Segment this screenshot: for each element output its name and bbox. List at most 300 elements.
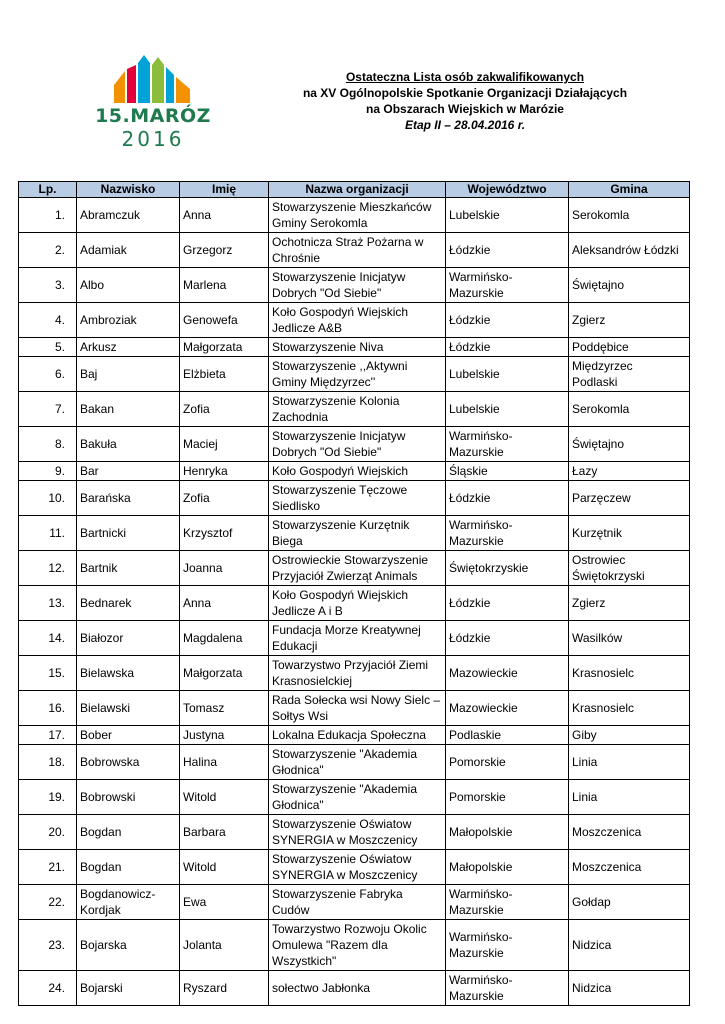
cell-nazwisko (77, 551, 180, 586)
cell-organizacja-line: Stowarzyszenie Oświatow (272, 817, 412, 831)
cell-lp (19, 850, 77, 885)
cell-organizacja-line: Koło Gospodyń Wiejskich (272, 588, 409, 602)
cell-gmina-line: Podlaski (572, 375, 618, 389)
cell-gmina (569, 427, 690, 462)
cell-gmina (569, 726, 690, 745)
cell-gmina-line: Poddębice (572, 340, 629, 354)
table-row (19, 268, 690, 303)
cell-imie-line: Marlena (183, 278, 227, 292)
cell-organizacja-line: Gminy Międzyrzec'' (272, 375, 376, 389)
cell-organizacja (269, 392, 446, 427)
table-row (19, 726, 690, 745)
cell-lp-line: 14. (48, 631, 65, 645)
cell-gmina-line: Kurzętnik (572, 526, 623, 540)
cell-organizacja-line: Biega (272, 534, 303, 548)
cell-wojewodztwo-line: Łódzkie (449, 491, 491, 505)
cell-lp-line: 16. (48, 701, 65, 715)
cell-gmina (569, 621, 690, 656)
cell-lp-line: 17. (48, 728, 65, 742)
cell-gmina-line: Nidzica (572, 938, 612, 952)
cell-imie (180, 516, 269, 551)
cell-nazwisko-line: Bakuła (80, 437, 117, 451)
column-header-organizacja: Nazwa organizacji (269, 182, 446, 198)
cell-gmina-line: Świętajno (572, 437, 625, 451)
cell-imie-line: Małgorzata (183, 666, 243, 680)
cell-organizacja-line: SYNERGIA w Moszczenicy (272, 833, 418, 847)
cell-lp-line: 9. (54, 464, 65, 478)
cell-nazwisko-line: Bogdan (80, 860, 122, 874)
title-line-1: Ostateczna Lista osób zakwalifikowanych (345, 70, 585, 84)
cell-organizacja-line: Stowarzyszenie Inicjatyw (272, 270, 406, 284)
cell-imie (180, 621, 269, 656)
cell-organizacja-line: Głodnica" (272, 763, 324, 777)
cell-gmina (569, 551, 690, 586)
cell-nazwisko (77, 971, 180, 1006)
cell-gmina-line: Serokomla (572, 208, 630, 222)
cell-organizacja-line: Edukacji (272, 639, 318, 653)
cell-organizacja (269, 920, 446, 971)
cell-organizacja-line: Gminy Serokomla (272, 216, 368, 230)
cell-imie-line: Witold (183, 860, 217, 874)
cell-lp (19, 691, 77, 726)
title-line-3: na Obszarach Wiejskich w Marózie (366, 102, 564, 116)
cell-organizacja-line: SYNERGIA w Moszczenicy (272, 868, 418, 882)
table-row (19, 198, 690, 233)
cell-imie-line: Barbara (183, 825, 226, 839)
cell-wojewodztwo-line: Mazurskie (449, 946, 504, 960)
cell-nazwisko-line: Bar (80, 464, 99, 478)
cell-wojewodztwo (446, 551, 569, 586)
logo-graphic-icon (114, 55, 192, 105)
cell-lp-line: 24. (48, 981, 65, 995)
table-row (19, 656, 690, 691)
cell-lp-line: 11. (49, 526, 65, 540)
cell-gmina (569, 780, 690, 815)
cell-imie (180, 726, 269, 745)
cell-organizacja-line: Dobrych "Od Siebie" (272, 286, 382, 300)
cell-imie (180, 392, 269, 427)
cell-organizacja-line: Lokalna Edukacja Społeczna (272, 728, 427, 742)
cell-gmina-line: Międzyrzec (572, 359, 633, 373)
cell-organizacja-line: Ostrowieckie Stowarzyszenie (272, 553, 429, 567)
cell-gmina-line: Gołdap (572, 895, 611, 909)
cell-organizacja-line: Towarzystwo Rozwoju Okolic (272, 922, 427, 936)
cell-lp (19, 516, 77, 551)
cell-organizacja-line: Koło Gospodyń Wiejskich (272, 305, 409, 319)
cell-lp-line: 21. (48, 860, 65, 874)
participants-table (18, 181, 690, 1006)
cell-wojewodztwo-line: Mazurskie (449, 445, 504, 459)
cell-organizacja-line: Stowarzyszenie Inicjatyw (272, 429, 406, 443)
cell-imie-line: Ewa (183, 895, 207, 909)
cell-organizacja (269, 303, 446, 338)
table-row (19, 971, 690, 1006)
cell-gmina-line: Serokomla (572, 402, 630, 416)
cell-nazwisko-line: Bogdanowicz- Kordjak (80, 887, 156, 917)
cell-imie (180, 338, 269, 357)
cell-gmina-line: Świętokrzyski (572, 569, 645, 583)
cell-imie (180, 357, 269, 392)
cell-wojewodztwo-line: Mazurskie (449, 989, 504, 1003)
cell-nazwisko-line: Bobrowski (80, 790, 136, 804)
cell-organizacja-line: Omulewa "Razem dla (272, 938, 388, 952)
cell-nazwisko (77, 850, 180, 885)
cell-organizacja (269, 586, 446, 621)
cell-gmina (569, 586, 690, 621)
cell-organizacja-line: Stowarzyszenie Mieszkańców (272, 200, 432, 214)
column-header-nazwisko: Nazwisko (77, 182, 180, 198)
cell-nazwisko (77, 481, 180, 516)
cell-nazwisko-line: Bobrowska (80, 755, 140, 769)
cell-organizacja-line: Cudów (272, 903, 310, 917)
cell-wojewodztwo-line: Śląskie (449, 464, 488, 478)
cell-organizacja (269, 268, 446, 303)
cell-organizacja-line: Dobrych "Od Siebie" (272, 445, 382, 459)
cell-organizacja (269, 621, 446, 656)
cell-wojewodztwo (446, 780, 569, 815)
cell-wojewodztwo-line: Małopolskie (449, 860, 513, 874)
cell-gmina-line: Nidzica (572, 981, 612, 995)
cell-gmina (569, 656, 690, 691)
cell-organizacja (269, 656, 446, 691)
table-row (19, 586, 690, 621)
cell-gmina (569, 233, 690, 268)
cell-wojewodztwo-line: Warmińsko- (449, 518, 513, 532)
cell-imie (180, 691, 269, 726)
cell-gmina-line: Aleksandrów Łódzki (572, 243, 679, 257)
cell-nazwisko-line: Bober (80, 728, 113, 742)
cell-wojewodztwo (446, 462, 569, 481)
cell-wojewodztwo-line: Warmińsko- (449, 887, 513, 901)
event-logo (92, 55, 214, 155)
cell-nazwisko-line: Abramczuk (80, 208, 141, 222)
cell-gmina-line: Krasnosielc (572, 701, 635, 715)
cell-organizacja (269, 481, 446, 516)
cell-gmina-line: Zgierz (572, 596, 606, 610)
table-row (19, 303, 690, 338)
cell-nazwisko (77, 198, 180, 233)
cell-nazwisko (77, 885, 180, 920)
cell-wojewodztwo (446, 691, 569, 726)
cell-nazwisko-line: Albo (80, 278, 105, 292)
cell-imie-line: Ryszard (183, 981, 228, 995)
cell-lp-line: 12. (48, 561, 65, 575)
cell-organizacja-line: Jedlicze A i B (272, 604, 343, 618)
cell-lp (19, 656, 77, 691)
cell-wojewodztwo (446, 920, 569, 971)
cell-organizacja-line: Stowarzyszenie "Akademia (272, 747, 417, 761)
cell-wojewodztwo-line: Lubelskie (449, 367, 500, 381)
cell-lp (19, 338, 77, 357)
cell-gmina (569, 462, 690, 481)
cell-imie-line: Maciej (183, 437, 218, 451)
cell-wojewodztwo (446, 815, 569, 850)
cell-imie-line: Genowefa (183, 313, 238, 327)
table-row (19, 338, 690, 357)
cell-lp-line: 3. (54, 278, 65, 292)
cell-imie-line: Witold (183, 790, 217, 804)
cell-gmina (569, 745, 690, 780)
cell-nazwisko-line: Bojarski (80, 981, 123, 995)
cell-organizacja (269, 551, 446, 586)
cell-nazwisko-line: Bielawski (80, 701, 131, 715)
cell-gmina (569, 920, 690, 971)
cell-imie (180, 780, 269, 815)
cell-lp (19, 462, 77, 481)
cell-imie-line: Małgorzata (183, 340, 243, 354)
cell-organizacja-line: Jedlicze A&B (272, 321, 343, 335)
cell-organizacja-line: Stowarzyszenie "Akademia (272, 782, 417, 796)
cell-organizacja-line: Krasnosielckiej (272, 674, 353, 688)
cell-organizacja-line: Wszystkich" (272, 954, 337, 968)
cell-organizacja-line: Stowarzyszenie Kolonia (272, 394, 400, 408)
cell-organizacja-line: Stowarzyszenie Oświatow (272, 852, 412, 866)
cell-imie-line: Anna (183, 208, 212, 222)
cell-organizacja-line: Fundacja Morze Kreatywnej (272, 623, 421, 637)
cell-wojewodztwo-line: Podlaskie (449, 728, 502, 742)
cell-imie-line: Anna (183, 596, 212, 610)
cell-lp (19, 268, 77, 303)
table-row (19, 691, 690, 726)
table-header-row (19, 182, 690, 198)
cell-lp (19, 885, 77, 920)
table-row (19, 621, 690, 656)
cell-imie (180, 586, 269, 621)
cell-organizacja-line: Zachodnia (272, 410, 329, 424)
cell-lp (19, 780, 77, 815)
table-row (19, 745, 690, 780)
table-row (19, 392, 690, 427)
column-header-lp: Lp. (19, 182, 77, 198)
cell-gmina-line: Giby (572, 728, 597, 742)
cell-imie-line: Zofia (183, 491, 210, 505)
cell-gmina (569, 198, 690, 233)
cell-wojewodztwo (446, 303, 569, 338)
cell-lp-line: 19. (48, 790, 65, 804)
cell-imie (180, 198, 269, 233)
cell-imie (180, 971, 269, 1006)
cell-gmina (569, 338, 690, 357)
table-row (19, 427, 690, 462)
cell-gmina (569, 850, 690, 885)
cell-imie-line: Justyna (183, 728, 225, 742)
cell-imie-line: Elżbieta (183, 367, 226, 381)
cell-lp (19, 621, 77, 656)
cell-lp (19, 481, 77, 516)
cell-imie (180, 268, 269, 303)
cell-nazwisko-line: Barańska (80, 491, 131, 505)
cell-organizacja-line: Ochotnicza Straż Pożarna w (272, 235, 424, 249)
cell-gmina-line: Linia (572, 755, 598, 769)
cell-organizacja-line: Towarzystwo Przyjaciół Ziemi (272, 658, 429, 672)
cell-imie-line: Krzysztof (183, 526, 233, 540)
cell-lp-line: 7. (54, 402, 65, 416)
cell-wojewodztwo (446, 745, 569, 780)
cell-nazwisko (77, 392, 180, 427)
cell-imie-line: Joanna (183, 561, 223, 575)
cell-imie (180, 233, 269, 268)
logo-date-text: 15.MARÓZ (95, 105, 211, 127)
cell-imie-line: Magdalena (183, 631, 243, 645)
cell-lp-line: 8. (54, 437, 65, 451)
cell-nazwisko (77, 815, 180, 850)
cell-wojewodztwo (446, 198, 569, 233)
cell-nazwisko (77, 621, 180, 656)
title-line-2: na XV Ogólnopolskie Spotkanie Organizacji Działających (302, 86, 628, 100)
cell-nazwisko (77, 427, 180, 462)
cell-wojewodztwo (446, 516, 569, 551)
cell-organizacja-line: Sołtys Wsi (272, 709, 329, 723)
cell-organizacja (269, 357, 446, 392)
cell-gmina (569, 303, 690, 338)
cell-organizacja-line: sołectwo Jabłonka (272, 981, 371, 995)
cell-wojewodztwo-line: Łódzkie (449, 243, 491, 257)
cell-nazwisko (77, 516, 180, 551)
cell-nazwisko (77, 233, 180, 268)
table-row (19, 850, 690, 885)
cell-organizacja-line: Rada Sołecka wsi Nowy Sielc – (272, 693, 441, 707)
cell-organizacja-line: Stowarzyszenie ,,Aktywni (272, 359, 408, 373)
cell-lp-line: 20. (48, 825, 65, 839)
cell-lp (19, 971, 77, 1006)
cell-gmina (569, 481, 690, 516)
cell-wojewodztwo (446, 850, 569, 885)
cell-gmina-line: Krasnosielc (572, 666, 635, 680)
cell-wojewodztwo-line: Warmińsko- (449, 429, 513, 443)
cell-imie (180, 920, 269, 971)
cell-wojewodztwo-line: Łódzkie (449, 313, 491, 327)
cell-gmina-line: Moszczenica (572, 860, 642, 874)
cell-nazwisko (77, 357, 180, 392)
cell-organizacja (269, 338, 446, 357)
cell-wojewodztwo (446, 586, 569, 621)
cell-gmina-line: Linia (572, 790, 598, 804)
cell-lp (19, 815, 77, 850)
cell-imie (180, 885, 269, 920)
cell-organizacja-line: Stowarzyszenie Tęczowe (272, 483, 408, 497)
cell-imie (180, 303, 269, 338)
cell-organizacja-line: Stowarzyszenie Niva (272, 340, 384, 354)
cell-organizacja-line: Głodnica" (272, 798, 324, 812)
cell-imie (180, 815, 269, 850)
cell-wojewodztwo-line: Świętokrzyskie (449, 561, 529, 575)
cell-wojewodztwo-line: Pomorskie (449, 755, 506, 769)
logo-year-text: 2016 (121, 127, 185, 151)
cell-organizacja (269, 198, 446, 233)
cell-nazwisko-line: Adamiak (80, 243, 127, 257)
cell-organizacja-line: Stowarzyszenie Fabryka (272, 887, 403, 901)
cell-gmina (569, 691, 690, 726)
cell-gmina (569, 971, 690, 1006)
cell-lp (19, 198, 77, 233)
cell-organizacja (269, 850, 446, 885)
cell-lp-line: 5. (54, 340, 65, 354)
cell-organizacja (269, 745, 446, 780)
cell-wojewodztwo-line: Łódzkie (449, 340, 491, 354)
cell-imie (180, 850, 269, 885)
cell-lp-line: 6. (54, 367, 65, 381)
cell-wojewodztwo (446, 971, 569, 1006)
cell-wojewodztwo (446, 357, 569, 392)
cell-nazwisko-line: Bakan (80, 402, 115, 416)
cell-lp (19, 233, 77, 268)
cell-wojewodztwo-line: Łódzkie (449, 631, 491, 645)
cell-imie-line: Tomasz (183, 701, 225, 715)
cell-imie (180, 462, 269, 481)
cell-lp (19, 586, 77, 621)
cell-nazwisko-line: Bogdan (80, 825, 122, 839)
cell-organizacja (269, 462, 446, 481)
cell-nazwisko (77, 780, 180, 815)
table-row (19, 481, 690, 516)
cell-gmina-line: Wasilków (572, 631, 623, 645)
cell-nazwisko (77, 586, 180, 621)
document-title (250, 69, 680, 133)
cell-nazwisko (77, 920, 180, 971)
cell-wojewodztwo (446, 427, 569, 462)
table-row (19, 357, 690, 392)
cell-organizacja-line: Przyjaciół Zwierząt Animals (272, 569, 418, 583)
cell-organizacja (269, 780, 446, 815)
table-row (19, 551, 690, 586)
cell-organizacja-line: Stowarzyszenie Kurzętnik (272, 518, 410, 532)
cell-wojewodztwo-line: Warmińsko- (449, 973, 513, 987)
cell-imie-line: Zofia (183, 402, 210, 416)
cell-gmina (569, 357, 690, 392)
cell-nazwisko (77, 338, 180, 357)
cell-lp-line: 2. (54, 243, 65, 257)
cell-wojewodztwo (446, 726, 569, 745)
cell-nazwisko-line: Bartnik (80, 561, 118, 575)
cell-imie (180, 481, 269, 516)
cell-wojewodztwo (446, 656, 569, 691)
cell-wojewodztwo-line: Warmińsko- (449, 930, 513, 944)
cell-nazwisko-line: Bartnicki (80, 526, 127, 540)
cell-nazwisko (77, 745, 180, 780)
cell-organizacja (269, 516, 446, 551)
cell-lp-line: 1. (54, 208, 65, 222)
cell-imie-line: Halina (183, 755, 218, 769)
cell-gmina (569, 885, 690, 920)
cell-imie (180, 656, 269, 691)
cell-lp (19, 427, 77, 462)
column-header-gmina: Gmina (569, 182, 690, 198)
cell-wojewodztwo-line: Mazurskie (449, 903, 504, 917)
cell-lp-line: 10. (48, 491, 65, 505)
table-row (19, 516, 690, 551)
cell-wojewodztwo (446, 621, 569, 656)
cell-lp (19, 303, 77, 338)
cell-organizacja (269, 815, 446, 850)
cell-organizacja (269, 427, 446, 462)
cell-nazwisko (77, 691, 180, 726)
cell-gmina-line: Łazy (572, 464, 598, 478)
cell-lp-line: 13. (48, 596, 65, 610)
cell-organizacja (269, 971, 446, 1006)
table-row (19, 920, 690, 971)
cell-gmina (569, 815, 690, 850)
cell-gmina (569, 268, 690, 303)
cell-nazwisko-line: Bednarek (80, 596, 132, 610)
cell-wojewodztwo (446, 268, 569, 303)
cell-lp (19, 726, 77, 745)
cell-wojewodztwo-line: Małopolskie (449, 825, 513, 839)
cell-wojewodztwo (446, 233, 569, 268)
cell-wojewodztwo (446, 481, 569, 516)
cell-nazwisko (77, 268, 180, 303)
cell-organizacja-line: Koło Gospodyń Wiejskich (272, 464, 409, 478)
cell-gmina (569, 392, 690, 427)
